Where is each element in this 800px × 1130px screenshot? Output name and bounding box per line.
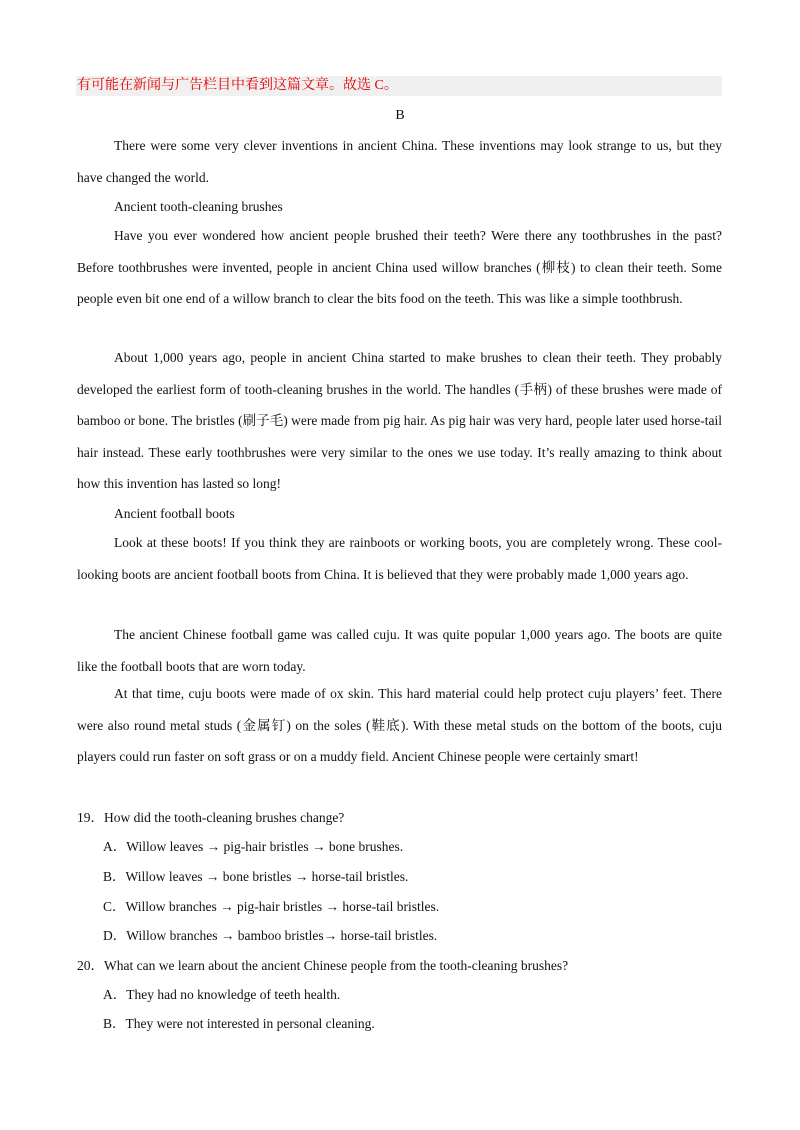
heading-football-boots: Ancient football boots [114, 506, 235, 521]
question-19-option-a: A．Willow leaves → pig-hair bristles → bone brushes. [103, 839, 404, 854]
question-20-option-a: A．They had no knowledge of teeth health. [103, 987, 341, 1002]
passage-intro: There were some very clever inventions in ancient China. These inventions may look strange to us, but they have changed the world. [77, 138, 722, 185]
paragraph-4: The ancient Chinese football game was called cuju. It was quite popular 1,000 years ago. The boots are quite like the football boots that are worn today. [77, 627, 722, 674]
paragraph-1: Have you ever wondered how ancient people brushed their teeth? Were there any toothbrushes in the past? Before toothbrushes were invented, people in ancient China used willow branches (柳枝) to clean their teeth. Some people even bit one end of a willow branch to clear the bits food on the teeth. This was like a simple toothbrush. [77, 228, 722, 306]
question-19-option-b: B．Willow leaves → bone bristles → horse-tail bristles. [103, 869, 409, 884]
question-19-option-d: D．Willow branches → bamboo bristles→ horse-tail bristles. [103, 928, 438, 943]
question-20-option-b: B．They were not interested in personal cleaning. [103, 1016, 375, 1031]
heading-tooth-brushes: Ancient tooth-cleaning brushes [114, 199, 283, 214]
paragraph-2: About 1,000 years ago, people in ancient China started to make brushes to clean their teeth. They probably developed the earliest form of tooth-cleaning brushes in the world. The handles (手柄) of these brushes were made of bamboo or bone. The bristles (刷子毛) were made from pig hair. As pig hair was very hard, people later used horse-tail hair instead. These early toothbrushes were very similar to the ones we use today. It’s really amazing to think about how this invention has lasted so long! [77, 350, 722, 491]
paragraph-3: Look at these boots! If you think they are rainboots or working boots, you are completely wrong. These cool-looking boots are ancient football boots from China. It is believed that they were probably made 1,000 years ago. [77, 535, 722, 582]
section-letter: B [395, 108, 405, 123]
question-19-option-c: C．Willow branches → pig-hair bristles → horse-tail bristles. [103, 899, 440, 914]
question-20: 20．What can we learn about the ancient Chinese people from the tooth-cleaning brushes? [77, 958, 569, 973]
paragraph-5: At that time, cuju boots were made of ox skin. This hard material could help protect cuju players’ feet. There were also round metal studs (金属钉) on the soles (鞋底). With these metal studs on the bottom of the boots, cuju players could run faster on soft grass or on a muddy field. Ancient Chinese people were certainly smart! [77, 686, 722, 764]
answer-explanation: 有可能在新闻与广告栏目中看到这篇文章。故选 C。 [77, 78, 398, 93]
question-19: 19．How did the tooth-cleaning brushes change? [77, 810, 345, 825]
